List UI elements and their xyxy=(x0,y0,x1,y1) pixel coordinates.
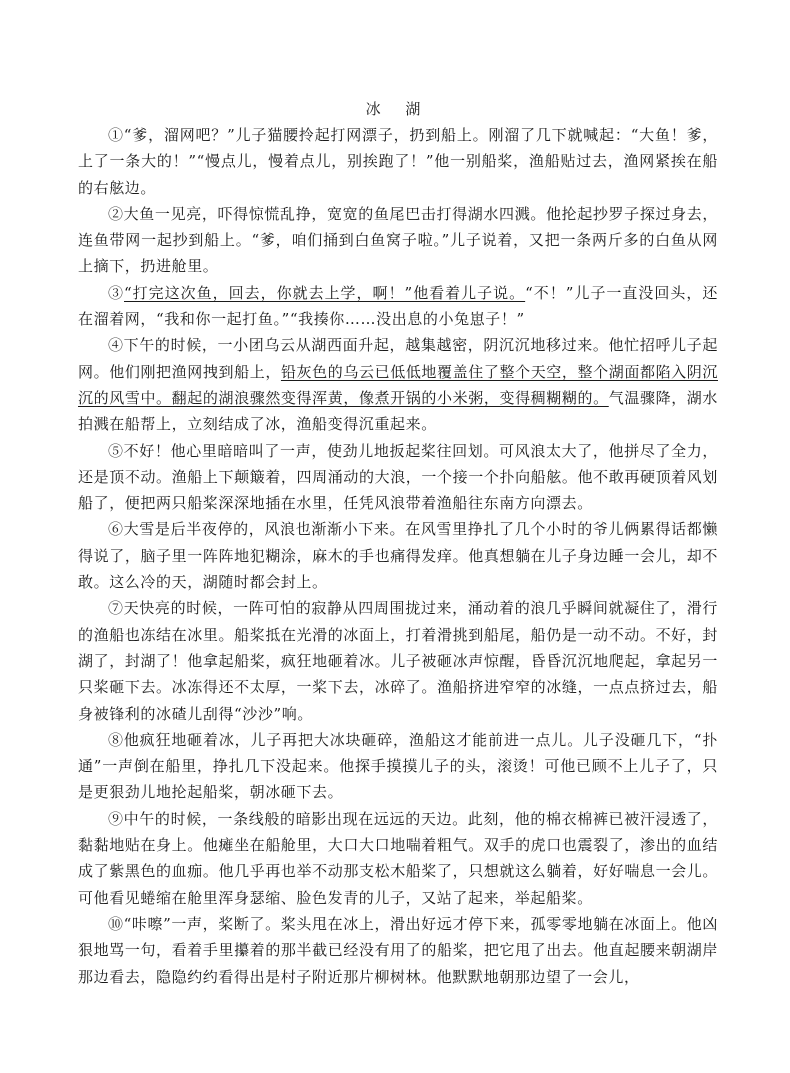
paragraph-text: “不！”儿子一直没回头，还在溜着网，“我和你一起打鱼。”“我揍你……没出息的小兔崽子！” xyxy=(78,283,718,329)
paragraph-text: ⑧他疯狂地砸着冰，儿子再把大冰块砸碎，渔船这才能前进一点儿。儿子没砸几下，“扑通”一声倒在船里，挣扎几下没起来。他探手摸摸儿子的头，滚烫！可他已顾不上儿子了，只是更狠劲儿地抡起船桨，朝冰砸下去。 xyxy=(78,730,718,802)
document-title: 冰 湖 xyxy=(365,100,431,118)
paragraph-6 xyxy=(78,516,718,595)
paragraph-text: ③ xyxy=(108,283,124,302)
paragraph-3 xyxy=(78,280,718,333)
paragraph-text: ②大鱼一见亮，吓得惊慌乱挣，宽宽的鱼尾巴击打得湖水四溅。他抡起抄罗子探过身去，连鱼带网一起抄到船上。“爹，咱们捅到白鱼窝子啦。”儿子说着，又把一条两斤多的白鱼从网上摘下，扔进舱里。 xyxy=(78,204,718,276)
paragraph-9 xyxy=(78,806,718,911)
paragraph-text: ⑨中午的时候，一条线般的暗影出现在远远的天边。此刻，他的棉衣棉裤已被汗浸透了，黏黏地贴在身上。他瘫坐在船舱里，大口大口地喘着粗气。双手的虎口也震裂了，渗出的血结成了紫黑色的血痂。他几乎再也举不动那支松木船桨了，只想就这么躺着，好好喘息一会儿。可他看见蜷缩在舱里浑身瑟缩、脸色发青的儿子，又站了起来，举起船桨。 xyxy=(78,809,718,907)
underlined-sentence: “打完这次鱼，回去，你就去上学，啊！”他看着儿子说。 xyxy=(124,283,526,302)
paragraph-4 xyxy=(78,332,718,437)
paragraph-text: ⑤不好！他心里暗暗叫了一声，使劲儿地扳起桨往回划。可风浪太大了，他拼尽了全力，还是顶不动。渔船上下颠簸着，四周涌动的大浪，一个接一个扑向船舷。他不敢再硬顶着风划船了，便把两只船桨深深地插在水里，任凭风浪带着渔船往东南方向漂去。 xyxy=(78,441,718,513)
paragraph-2 xyxy=(78,201,718,280)
paragraph-text: 气温骤降，湖水拍溅在船帮上，立刻结成了冰，渔船变得沉重起来。 xyxy=(78,388,719,434)
paragraph-10 xyxy=(78,911,718,990)
paragraph-text: ⑩“咔嚓”一声，桨断了。桨头甩在冰上，滑出好远才停下来，孤零零地躺在冰面上。他凶狠地骂一句，看着手里攥着的那半截已经没有用了的船桨，把它甩了出去。他直起腰来朝湖岸那边看去，隐隐约约看得出是村子附近那片柳树林。他默默地朝那边望了一会儿， xyxy=(78,914,718,986)
paragraph-1 xyxy=(78,122,718,201)
paragraph-text: ⑦天快亮的时候，一阵可怕的寂静从四周围拢过来，涌动着的浪几乎瞬间就凝住了，滑行的渔船也冻结在冰里。船桨抵在光滑的冰面上，打着滑挑到船尾，船仍是一动不动。不好，封湖了，封湖了！他拿起船桨，疯狂地砸着冰。儿子被砸冰声惊醒，昏昏沉沉地爬起，拿起另一只桨砸下去。冰冻得还不太厚，一桨下去，冰碎了。渔船挤进窄窄的冰缝，一点点挤过去，船身被锋利的冰碴儿刮得“沙沙”响。 xyxy=(78,599,718,723)
document-page xyxy=(78,96,718,990)
paragraph-text: ①“爹，溜网吧？”儿子猫腰拎起打网漂子，扔到船上。刚溜了几下就喊起：“大鱼！爹，上了一条大的！”“慢点儿，慢着点儿，别挨跑了！”他一别船桨，渔船贴过去，渔网紧挨在船的右舷边。 xyxy=(78,126,718,197)
underlined-sentence: 铅灰色的乌云已低低地覆盖住了整个天空，整个湖面都陷入阴沉沉的风雪中。翻起的湖浪骤然变得浑黄，像煮开锅的小米粥，变得稠糊糊的。 xyxy=(78,362,718,407)
paragraph-7 xyxy=(78,595,718,726)
paragraph-text: ④下午的时候，一小团乌云从湖西面升起，越集越密，阴沉沉地移过来。他忙招呼儿子起网。他们刚把渔网拽到船上， xyxy=(78,336,718,381)
paragraph-8 xyxy=(78,727,718,806)
paragraph-text: ⑥大雪是后半夜停的，风浪也渐渐小下来。在风雪里挣扎了几个小时的爷儿俩累得话都懒得说了，脑子里一阵阵地犯糊涂，麻木的手也痛得发痒。他真想躺在儿子身边睡一会儿，却不敢。这么冷的天，湖随时都会封上。 xyxy=(78,520,718,592)
document-body xyxy=(78,122,718,990)
paragraph-5 xyxy=(78,438,718,517)
